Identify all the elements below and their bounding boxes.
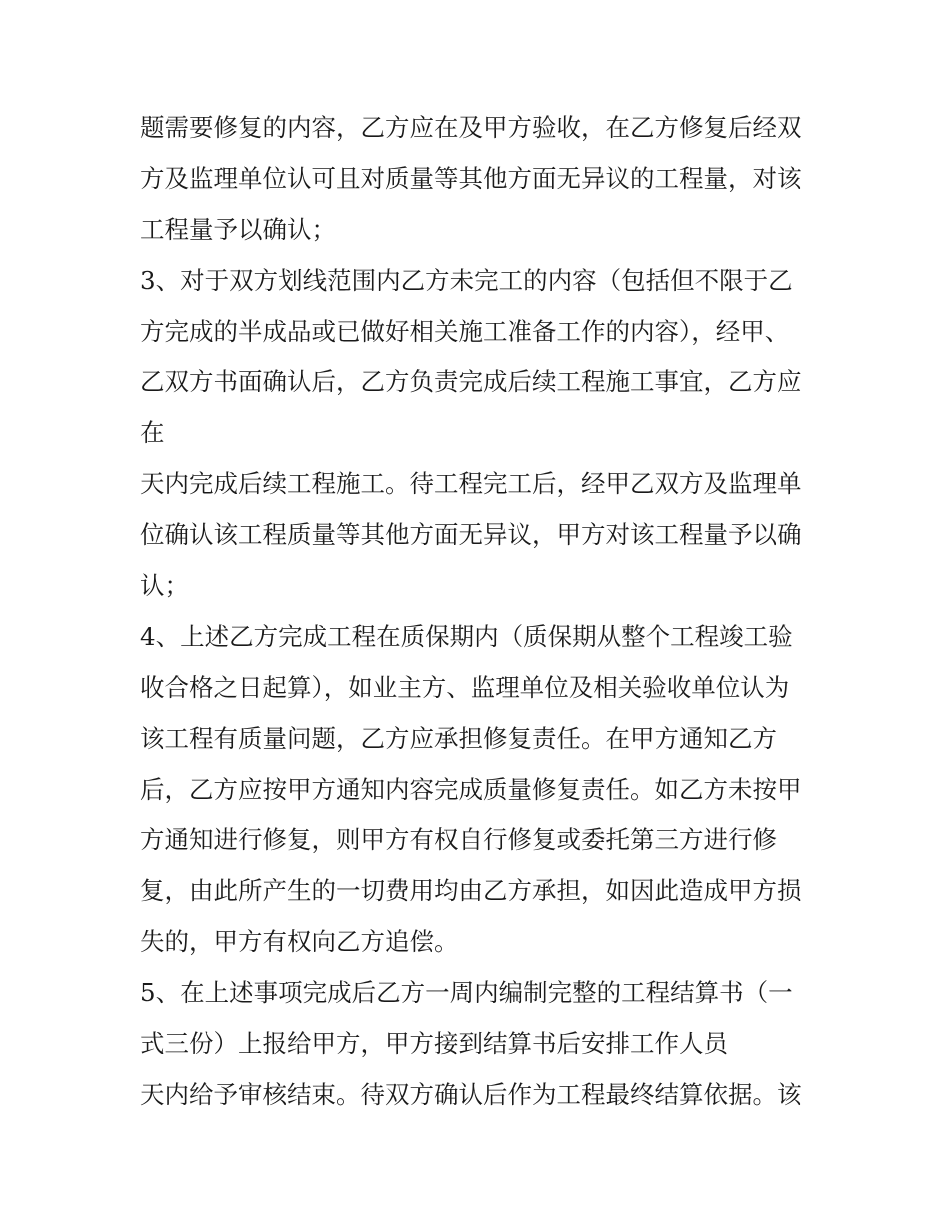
text-line: 后，乙方应按甲方通知内容完成质量修复责任。如乙方未按甲 bbox=[140, 774, 802, 804]
clause-3-line: 3、对于双方划线范围内乙方未完工的内容（包括但不限于乙 bbox=[140, 265, 793, 295]
text-line: 复，由此所产生的一切费用均由乙方承担，如因此造成甲方损 bbox=[140, 876, 802, 906]
text-line: 失的，甲方有权向乙方追偿。 bbox=[140, 927, 459, 957]
text-line: 天内完成后续工程施工。待工程完工后，经甲乙双方及监理单 bbox=[140, 469, 802, 499]
text-line: 收合格之日起算），如业主方、监理单位及相关验收单位认为 bbox=[140, 672, 790, 702]
text-line: 方及监理单位认可且对质量等其他方面无异议的工程量，对该 bbox=[140, 163, 802, 193]
text-line: 方完成的半成品或已做好相关施工准备工作的内容），经甲、 bbox=[140, 316, 790, 346]
document-body bbox=[140, 103, 820, 1121]
text-line: 天内给予审核结束。待双方确认后作为工程最终结算依据。该 bbox=[140, 1079, 802, 1109]
text-line: 在 bbox=[140, 418, 165, 448]
text-line: 工程量予以确认； bbox=[140, 214, 336, 244]
text-line: 该工程有质量问题，乙方应承担修复责任。在甲方通知乙方 bbox=[140, 723, 777, 753]
text-line: 认； bbox=[140, 571, 189, 601]
text-line: 题需要修复的内容，乙方应在及甲方验收，在乙方修复后经双 bbox=[140, 113, 802, 142]
clause-4-line: 4、上述乙方完成工程在质保期内（质保期从整个工程竣工验 bbox=[140, 621, 793, 651]
text-line: 乙双方书面确认后，乙方负责完成后续工程施工事宜，乙方应 bbox=[140, 367, 802, 397]
clause-5-line: 5、在上述事项完成后乙方一周内编制完整的工程结算书（一 bbox=[140, 978, 793, 1008]
text-line: 式三份）上报给甲方，甲方接到结算书后安排工作人员 bbox=[140, 1029, 728, 1059]
text-line: 方通知进行修复，则甲方有权自行修复或委托第三方进行修 bbox=[140, 825, 777, 855]
text-line: 位确认该工程质量等其他方面无异议，甲方对该工程量予以确 bbox=[140, 520, 802, 550]
